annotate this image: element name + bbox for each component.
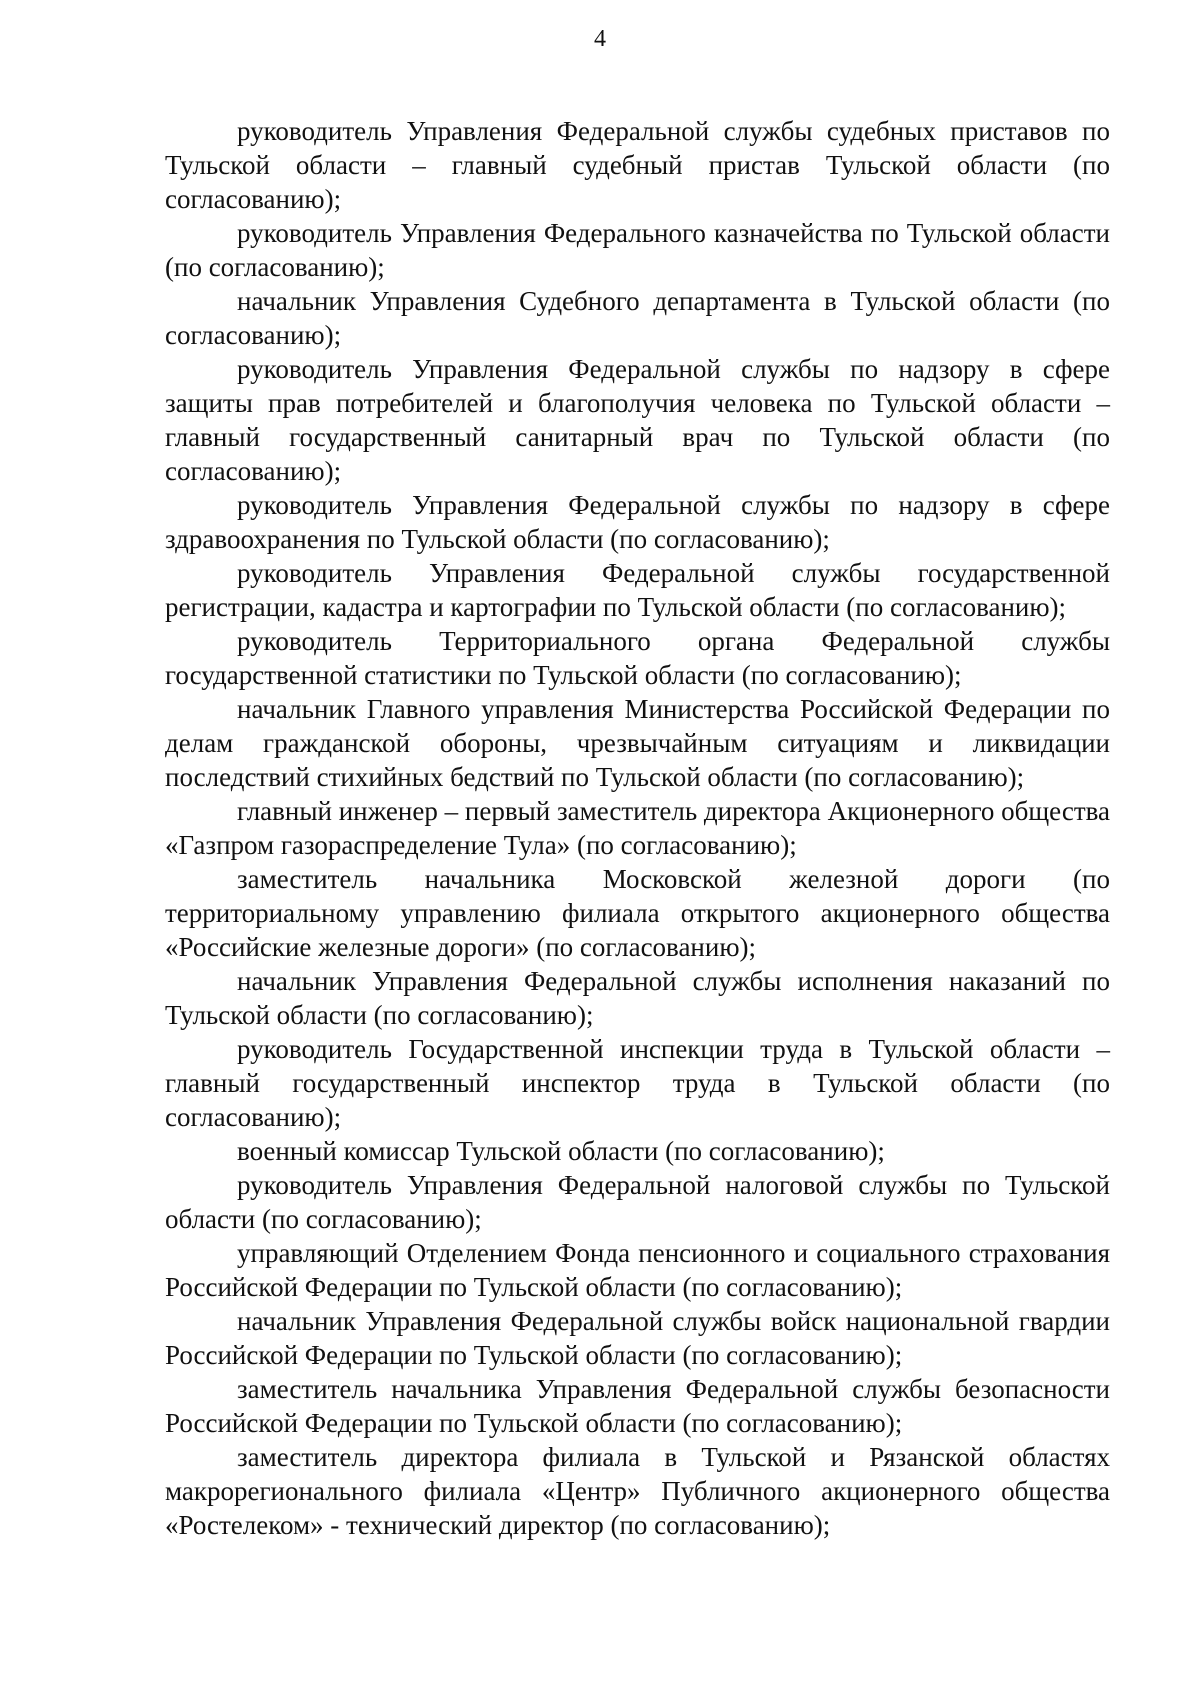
page-number: 4 [594, 26, 606, 52]
list-item: заместитель начальника Московской железной дороги (по территориальному управлению филиала открытого акционерного общества «Российские железные дороги» (по согласованию); [165, 864, 1110, 962]
list-item: руководитель Управления Федеральной службы по надзору в сфере защиты прав потребителей и благополучия человека по Тульской области – главный государственный санитарный врач по Тульской области (по согласованию); [165, 354, 1110, 486]
list-item: руководитель Территориального органа Федеральной службы государственной статистики по Тульской области (по согласованию); [165, 626, 1110, 690]
list-item: руководитель Управления Федеральной налоговой службы по Тульской области (по согласованию); [165, 1170, 1110, 1234]
list-item: руководитель Управления Федерального казначейства по Тульской области (по согласованию); [165, 218, 1110, 282]
list-item: управляющий Отделением Фонда пенсионного и социального страхования Российской Федерации по Тульской области (по согласованию); [165, 1238, 1110, 1302]
list-item: руководитель Управления Федеральной службы по надзору в сфере здравоохранения по Тульской области (по согласованию); [165, 490, 1110, 554]
list-item: начальник Управления Федеральной службы войск национальной гвардии Российской Федерации по Тульской области (по согласованию); [165, 1306, 1110, 1370]
list-item: руководитель Управления Федеральной службы государственной регистрации, кадастра и картографии по Тульской области (по согласованию); [165, 558, 1110, 622]
member-list [165, 114, 1110, 1542]
list-item: начальник Управления Судебного департамента в Тульской области (по согласованию); [165, 286, 1110, 350]
list-item: начальник Управления Федеральной службы исполнения наказаний по Тульской области (по согласованию); [165, 966, 1110, 1030]
list-item: руководитель Управления Федеральной службы судебных приставов по Тульской области – главный судебный пристав Тульской области (по согласованию); [165, 116, 1110, 214]
list-item: заместитель директора филиала в Тульской и Рязанской областях макрорегионального филиала «Центр» Публичного акционерного общества «Ростелеком» - технический директор (по согласованию); [165, 1442, 1110, 1540]
list-item: начальник Главного управления Министерства Российской Федерации по делам гражданской обороны, чрезвычайным ситуациям и ликвидации последствий стихийных бедствий по Тульской области (по согласованию); [165, 694, 1110, 792]
list-item: главный инженер – первый заместитель директора Акционерного общества «Газпром газораспределение Тула» (по согласованию); [165, 796, 1110, 860]
list-item: руководитель Государственной инспекции труда в Тульской области – главный государственный инспектор труда в Тульской области (по согласованию); [165, 1034, 1110, 1132]
list-item: заместитель начальника Управления Федеральной службы безопасности Российской Федерации по Тульской области (по согласованию); [165, 1374, 1110, 1438]
list-item: военный комиссар Тульской области (по согласованию); [237, 1136, 885, 1166]
